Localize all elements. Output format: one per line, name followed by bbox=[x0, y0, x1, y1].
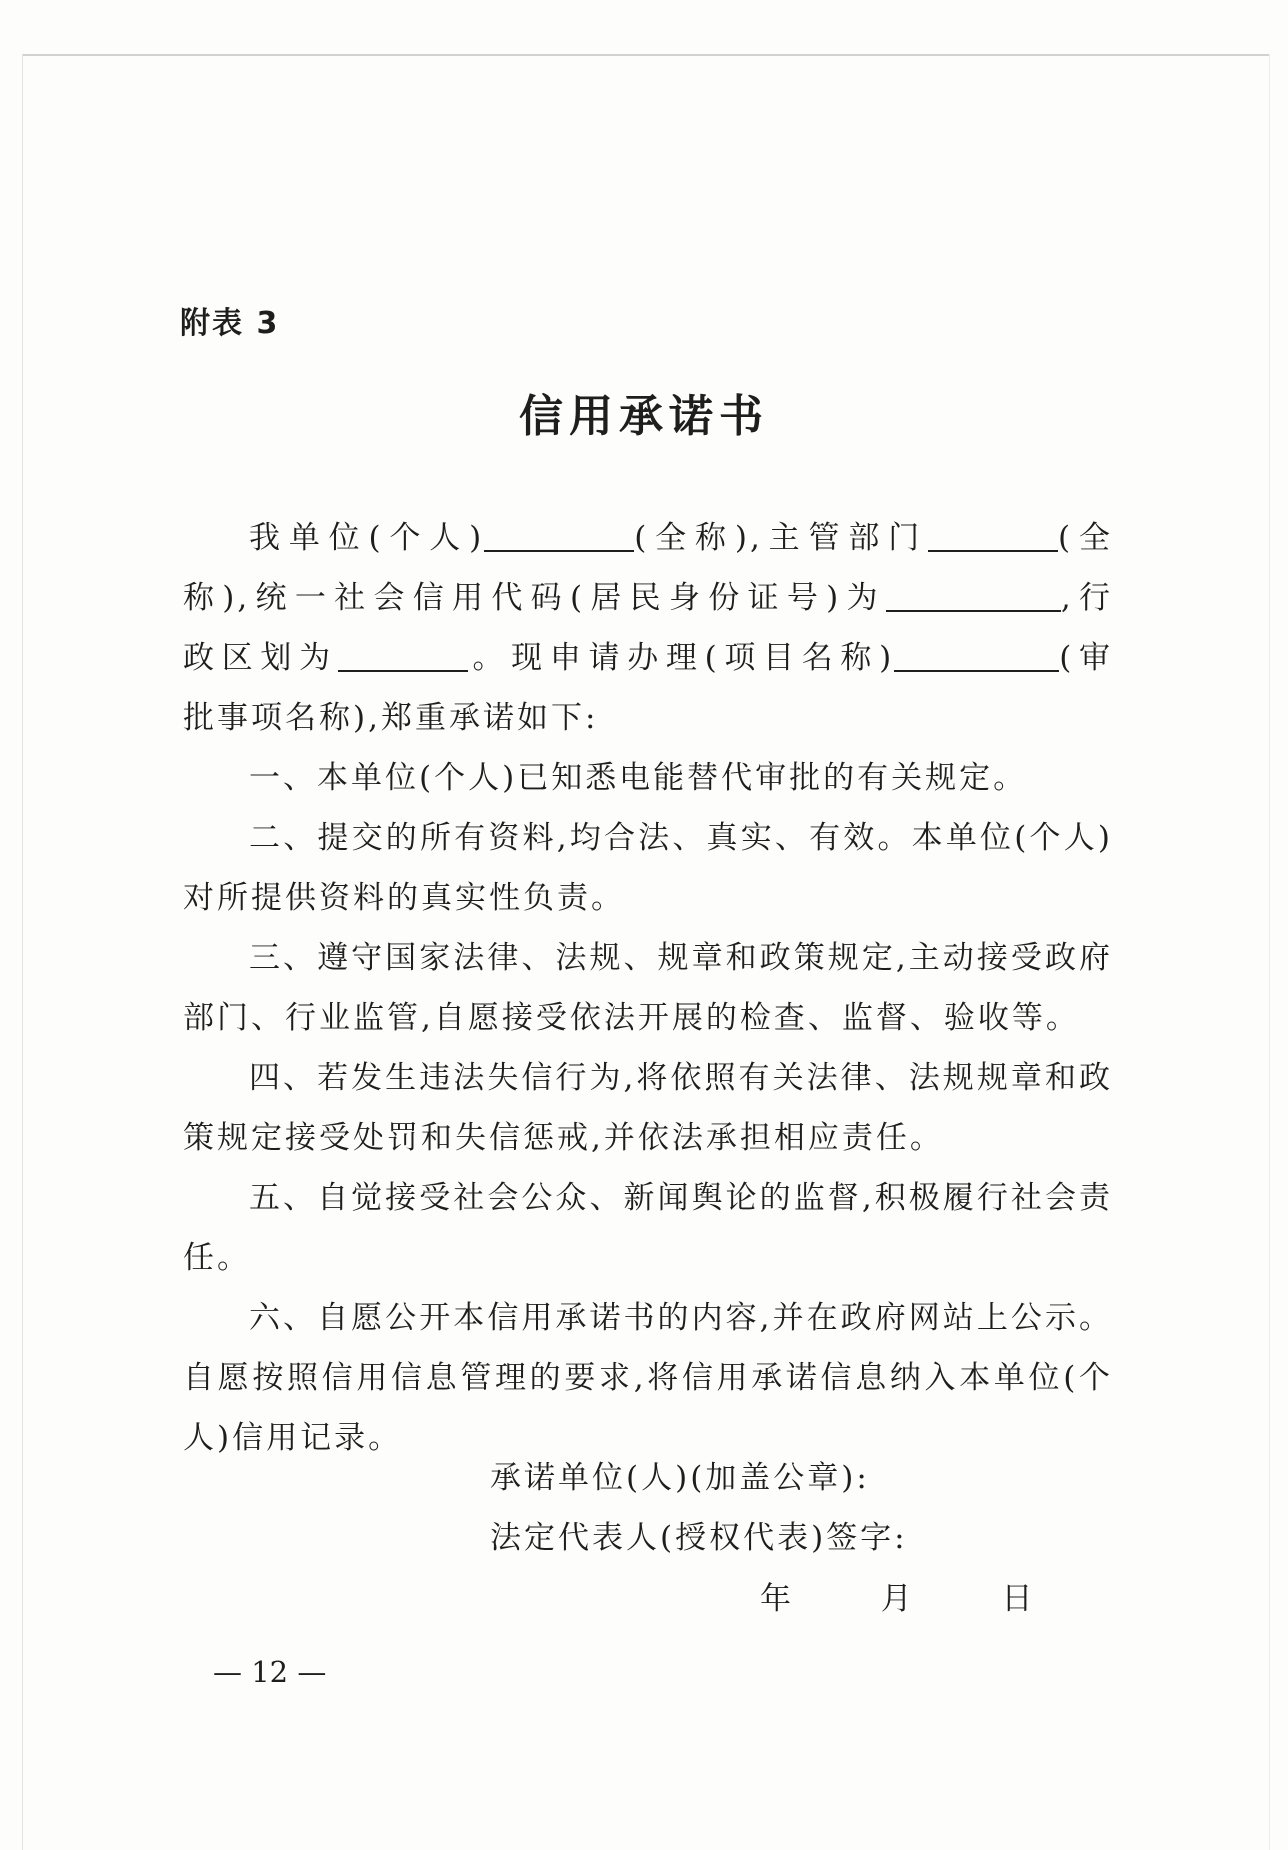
date-line bbox=[760, 1573, 1032, 1618]
signature-representative-label: 法定代表人(授权代表)签字: bbox=[490, 1520, 908, 1556]
intro-line-3 bbox=[183, 628, 1113, 688]
full-name-blank[interactable] bbox=[484, 518, 634, 552]
clause-3: 三、遵守国家法律、法规、规章和政策规定,主动接受政府部门、行业监管,自愿接受依法开展的检查、监督、验收等。 bbox=[183, 940, 1113, 1036]
intro-text: (全称),主管部门 bbox=[634, 520, 929, 556]
intro-text: 政区划为 bbox=[183, 640, 338, 676]
page-edge-right bbox=[1269, 54, 1270, 1850]
credit-code-blank[interactable] bbox=[886, 578, 1061, 612]
page-edge-left bbox=[22, 54, 23, 1850]
commitment-clauses bbox=[183, 748, 1113, 1468]
intro-text: (全 bbox=[1058, 520, 1113, 556]
date-day: 日 bbox=[1001, 1581, 1033, 1617]
date-month: 月 bbox=[880, 1581, 912, 1617]
intro-line-4: 批事项名称),郑重承诺如下: bbox=[183, 700, 599, 736]
intro-paragraph bbox=[183, 508, 1113, 748]
intro-line-1 bbox=[183, 508, 1113, 568]
project-name-blank[interactable] bbox=[894, 638, 1059, 672]
clause-1: 一、本单位(个人)已知悉电能替代审批的有关规定。 bbox=[249, 760, 1028, 796]
intro-text: ,行 bbox=[1060, 580, 1113, 616]
intro-text: (审 bbox=[1059, 640, 1114, 676]
clause-5: 五、自觉接受社会公众、新闻舆论的监督,积极履行社会责任。 bbox=[183, 1180, 1113, 1276]
clause-6: 六、自愿公开本信用承诺书的内容,并在政府网站上公示。自愿按照信用信息管理的要求,将信用承诺信息纳入本单位(个人)信用记录。 bbox=[183, 1300, 1113, 1456]
signature-unit-label: 承诺单位(人)(加盖公章): bbox=[490, 1460, 870, 1496]
intro-text: 我单位(个人) bbox=[249, 520, 485, 556]
intro-line-2 bbox=[183, 568, 1113, 628]
admin-division-blank[interactable] bbox=[338, 638, 468, 672]
clause-4: 四、若发生违法失信行为,将依照有关法律、法规规章和政策规定接受处罚和失信惩戒,并依法承担相应责任。 bbox=[183, 1060, 1113, 1156]
intro-text: 。现申请办理(项目名称) bbox=[467, 640, 895, 676]
document-title: 信用承诺书 bbox=[519, 391, 769, 442]
intro-text: 称),统一社会信用代码(居民身份证号)为 bbox=[183, 580, 886, 616]
page-number: — 12 — bbox=[213, 1655, 327, 1689]
page-edge-top bbox=[22, 54, 1270, 56]
supervisor-dept-blank[interactable] bbox=[928, 518, 1058, 552]
annex-label: 附表 3 bbox=[180, 306, 280, 341]
clause-2: 二、提交的所有资料,均合法、真实、有效。本单位(个人)对所提供资料的真实性负责。 bbox=[183, 820, 1113, 916]
date-year: 年 bbox=[760, 1581, 791, 1617]
